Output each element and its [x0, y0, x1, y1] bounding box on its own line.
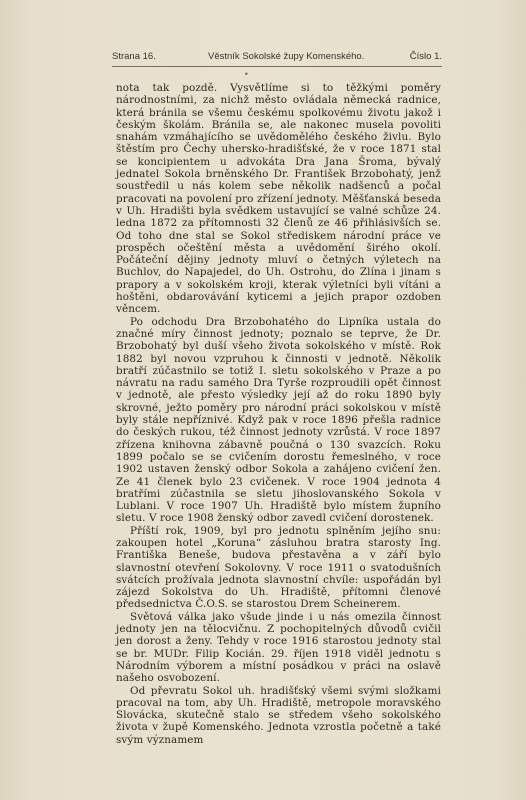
page-number-label: Strana 16. — [112, 51, 156, 62]
journal-title: Věstník Sokolské župy Komenského. — [208, 51, 365, 62]
paragraph: Od převratu Sokol uh. hradišťský všemi svými složkami pracoval na tom, aby Uh. Hradiště, metropole moravského Slovácka, skutečně stalo se středem všeho sokolského života v župě Komenského. Jednota vzrostla početně a také svým významem — [116, 684, 441, 746]
paragraph: Po odchodu Dra Brzobohatého do Lipníka ustala do značné míry činnost jednoty; poznalo se teprve, že Dr. Brzobohatý byl duší všeho života sokolského v místě. Rok 1882 byl novou vzpruhou k činnosti v jednotě. Několik bratří zúčastnilo se totiž I. sletu sokolského v Praze a po návratu na radu samého Dra Tyrše rozproudili opět činnost v jednotě, ale přesto výsledky její až do roku 1890 byly skrovné, ježto poměry pro národní práci sokolskou v místě byly stále nepříznivé. Když pak v roce 1896 přešla radnice do českých rukou, též činnost jednoty vzrůstá. V roce 1897 zřízena knihovna zábavně poučná o 130 svazcích. Roku 1899 počalo se se cvičením dorostu řemeslného, v roce 1902 ustaven ženský odbor Sokola a zahájeno cvičení žen. Ze 41 členek bylo 23 cvičenek. V roce 1904 jednota 4 bratřími zúčastnila se sletu jihoslovanského Sokola v Lublani. V roce 1907 Uh. Hradiště bylo místem župního sletu. V roce 1908 ženský odbor zavedl cvičení dorostenek. — [116, 315, 441, 525]
paragraph: nota tak pozdě. Vysvětlíme si to těžkými poměry národnostními, za nichž město ovládala německá radnice, která bránila se všemu českému spolkovému životu jakož i českým školám. Bránila se, ale nakonec musela povoliti snahám vzmáhajícího se uvědomělého českého živlu. Bylo štěstím pro Čechy uhersko-hradišťské, že v roce 1871 stal se koncipientem u advokáta Dra Jana Šroma, bývalý jednatel Sokola brněnského Dr. František Brzobohatý, jenž soustředil u nás kolem sebe několik nadšenců a počal pracovati na povolení pro zřízení jednoty. Měšťanská beseda v Uh. Hradišti byla svědkem ustavující se valné schůze 24. ledna 1872 za přítomnosti 32 členů ze 46 přihlásivších se. Od toho dne stal se Sokol střediskem národní práce ve prospěch očeštění města a uvědomění širého okolí. Počáteční dějiny jednoty mluví o četných výletech na Buchlov, do Napajedel, do Uh. Ostrohu, do Zlína i jinam s prapory a v sokolském kroji, kterak výletníci byli vítáni a hoštěni, obdarovávání kyticemi a jejich prapor ozdoben věncem. — [116, 82, 441, 316]
issue-number-label: Číslo 1. — [409, 51, 442, 62]
print-mark: • — [244, 70, 249, 79]
header-rule — [112, 66, 442, 67]
running-header — [112, 51, 442, 65]
paragraph: Příští rok, 1909, byl pro jednotu splněním jejího snu: zakoupen hotel „Koruna“ zásluhou bratra starosty Ing. Františka Beneše, budova přestavěna a v září bylo slavnostní otevření Sokolovny. V roce 1911 o svatodušních svátcích prožívala jednota slavnostní chvíle: uspořádán byl zájezd Sokolstva do Uh. Hradiště, přítomni členové předsednictva Č.O.S. se starostou Drem Scheinerem. — [116, 524, 441, 611]
paragraph: Světová válka jako všude jinde i u nás omezila činnost jednoty jen na tělocvičnu. Z pochopitelných důvodů cvičil jen dorost a ženy. Tehdy v roce 1916 starostou jednoty stal se br. MUDr. Filip Kocián. 29. říjen 1918 viděl jednotu s Národním výborem a místní posádkou v práci na oslavě našeho osvobození. — [116, 610, 441, 685]
article-body — [116, 82, 441, 746]
